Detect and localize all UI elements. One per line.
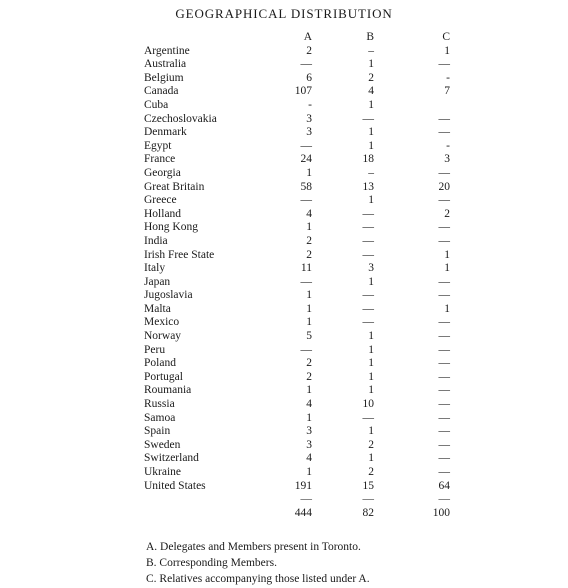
country-cell: India <box>144 234 168 247</box>
value-c-cell: — <box>438 221 450 234</box>
value-a-cell: - <box>308 98 312 111</box>
table-body <box>140 45 460 494</box>
value-b-cell: — <box>362 411 374 424</box>
value-a-cell: — <box>300 139 312 152</box>
value-b-cell: 1 <box>368 384 374 397</box>
value-b-cell: 2 <box>368 466 374 478</box>
value-c-cell: — <box>438 357 450 370</box>
note-b: B. Corresponding Members. <box>146 557 277 569</box>
value-b-cell: 4 <box>368 85 374 98</box>
value-c-cell: — <box>438 398 450 411</box>
value-a-cell: 1 <box>306 466 312 478</box>
value-a-cell: 3 <box>306 126 312 139</box>
value-c-cell: — <box>438 343 450 356</box>
value-c-cell: 64 <box>438 479 450 492</box>
value-b-cell: 1 <box>368 98 374 111</box>
country-cell: Holland <box>144 207 182 220</box>
value-c-cell: — <box>438 234 450 247</box>
value-c-cell: 1 <box>444 302 450 315</box>
country-cell: Switzerland <box>144 452 199 465</box>
country-cell: Greece <box>144 194 177 207</box>
value-c-cell: — <box>438 194 450 207</box>
page-title: GEOGRAPHICAL DISTRIBUTION <box>175 6 393 21</box>
value-a-cell: 1 <box>306 411 312 424</box>
country-cell: Norway <box>144 330 182 343</box>
value-b-cell: – <box>368 166 374 179</box>
value-b-cell: 1 <box>368 126 374 139</box>
column-header-c: C <box>442 31 450 43</box>
total-a: 444 <box>294 507 312 520</box>
totals-row <box>140 505 460 521</box>
value-c-cell: 1 <box>444 248 450 261</box>
table-row <box>140 99 460 113</box>
rule-c: — <box>438 493 450 506</box>
table-row <box>140 466 460 480</box>
value-a-cell: 5 <box>306 330 312 343</box>
table-row <box>140 113 460 127</box>
value-c-cell: — <box>438 166 450 179</box>
table-row <box>140 371 460 385</box>
value-c-cell: 7 <box>444 85 450 98</box>
table-row <box>140 221 460 235</box>
country-cell: Argentine <box>144 44 190 57</box>
value-c-cell: — <box>438 289 450 302</box>
value-b-cell: — <box>362 248 374 261</box>
table-row <box>140 249 460 263</box>
value-b-cell: — <box>362 221 374 234</box>
value-a-cell: 2 <box>306 370 312 383</box>
value-c-cell: — <box>438 466 450 478</box>
country-cell: Cuba <box>144 98 169 111</box>
table-row <box>140 425 460 439</box>
table-row <box>140 412 460 426</box>
country-cell: Japan <box>144 275 171 288</box>
value-c-cell: — <box>438 425 450 438</box>
country-cell: Irish Free State <box>144 248 215 261</box>
country-cell: Australia <box>144 58 187 71</box>
value-a-cell: 1 <box>306 302 312 315</box>
total-rule-row <box>140 493 460 505</box>
table-row <box>140 126 460 140</box>
country-cell: Ukraine <box>144 466 182 478</box>
value-a-cell: — <box>300 343 312 356</box>
value-a-cell: 4 <box>306 207 312 220</box>
value-a-cell: 11 <box>300 262 312 275</box>
country-cell: Roumania <box>144 384 192 397</box>
table-row <box>140 316 460 330</box>
country-cell: Denmark <box>144 126 187 139</box>
value-a-cell: 3 <box>306 425 312 438</box>
value-a-cell: 58 <box>300 180 312 193</box>
total-c: 100 <box>432 507 450 520</box>
table-row <box>140 208 460 222</box>
table-row <box>140 384 460 398</box>
value-b-cell: 18 <box>362 153 374 166</box>
value-c-cell: — <box>438 316 450 329</box>
value-a-cell: — <box>300 194 312 207</box>
value-a-cell: 3 <box>306 112 312 125</box>
value-b-cell: — <box>362 112 374 125</box>
value-a-cell: 24 <box>300 153 312 166</box>
value-c-cell: 1 <box>444 44 450 57</box>
value-b-cell: — <box>362 234 374 247</box>
value-c-cell: — <box>438 112 450 125</box>
table-row <box>140 289 460 303</box>
value-a-cell: 1 <box>306 289 312 302</box>
table-row <box>140 303 460 317</box>
column-header-country <box>140 31 272 45</box>
value-b-cell: 1 <box>368 452 374 465</box>
value-b-cell: — <box>362 207 374 220</box>
rule-a: — <box>300 493 312 506</box>
table-header-row <box>140 31 460 45</box>
value-b-cell: 13 <box>362 180 374 193</box>
value-c-cell: — <box>438 411 450 424</box>
value-b-cell: 1 <box>368 139 374 152</box>
value-c-cell: — <box>438 384 450 397</box>
country-cell: Peru <box>144 343 166 356</box>
value-b-cell: 1 <box>368 425 374 438</box>
note-a: A. Delegates and Members present in Toronto. <box>146 541 361 553</box>
country-cell: Egypt <box>144 139 172 152</box>
value-c-cell: — <box>438 452 450 465</box>
value-b-cell: 1 <box>368 370 374 383</box>
country-cell: Sweden <box>144 438 181 451</box>
value-a-cell: 4 <box>306 452 312 465</box>
country-cell: United States <box>144 479 206 492</box>
table-row <box>140 194 460 208</box>
value-c-cell: — <box>438 275 450 288</box>
value-b-cell: 1 <box>368 275 374 288</box>
table-row <box>140 45 460 59</box>
value-a-cell: 2 <box>306 248 312 261</box>
value-b-cell: 1 <box>368 343 374 356</box>
table-row <box>140 357 460 371</box>
value-c-cell: — <box>438 126 450 139</box>
rule-b: — <box>362 493 374 506</box>
table-row <box>140 235 460 249</box>
table-row <box>140 153 460 167</box>
country-cell: Jugoslavia <box>144 289 193 302</box>
table-row <box>140 398 460 412</box>
country-cell: Canada <box>144 85 179 98</box>
value-b-cell: — <box>362 316 374 329</box>
value-b-cell: – <box>368 44 374 57</box>
value-a-cell: 2 <box>306 234 312 247</box>
value-a-cell: — <box>300 275 312 288</box>
table-row <box>140 330 460 344</box>
legend-notes <box>146 539 370 587</box>
value-a-cell: 1 <box>306 221 312 234</box>
value-a-cell: 1 <box>306 316 312 329</box>
value-a-cell: 2 <box>306 357 312 370</box>
column-header-b: B <box>366 31 374 43</box>
value-a-cell: 4 <box>306 398 312 411</box>
country-cell: Czechoslovakia <box>144 112 217 125</box>
table-row <box>140 262 460 276</box>
table-row <box>140 72 460 86</box>
country-cell: Georgia <box>144 166 181 179</box>
country-cell: Malta <box>144 302 171 315</box>
value-c-cell: — <box>438 330 450 343</box>
country-cell: Hong Kong <box>144 221 198 234</box>
value-b-cell: 10 <box>362 398 374 411</box>
table-row <box>140 181 460 195</box>
value-a-cell: 6 <box>306 71 312 84</box>
table-row <box>140 58 460 72</box>
table-row <box>140 276 460 290</box>
value-c-cell: — <box>438 370 450 383</box>
value-b-cell: — <box>362 302 374 315</box>
country-cell: Russia <box>144 398 175 411</box>
value-b-cell: 1 <box>368 58 374 71</box>
value-b-cell: 2 <box>368 438 374 451</box>
value-c-cell <box>390 99 460 113</box>
table-row <box>140 344 460 358</box>
table-row <box>140 439 460 453</box>
value-a-cell: 1 <box>306 384 312 397</box>
table-row <box>140 167 460 181</box>
country-cell: Samoa <box>144 411 176 424</box>
column-header-a: A <box>303 31 312 43</box>
country-cell: Spain <box>144 425 171 438</box>
table-row <box>140 452 460 466</box>
value-b-cell: 2 <box>368 71 374 84</box>
value-b-cell: 15 <box>362 479 374 492</box>
value-a-cell: 3 <box>306 438 312 451</box>
table-row <box>140 480 460 494</box>
value-b-cell: 1 <box>368 330 374 343</box>
value-c-cell: - <box>446 139 450 152</box>
value-b-cell: 3 <box>368 262 374 275</box>
value-a-cell: — <box>300 58 312 71</box>
country-cell: Portugal <box>144 370 183 383</box>
country-cell: Poland <box>144 357 176 370</box>
value-a-cell: 1 <box>306 166 312 179</box>
value-a-cell: 2 <box>306 44 312 57</box>
country-cell: Belgium <box>144 71 184 84</box>
value-c-cell: 3 <box>444 153 450 166</box>
value-a-cell: 107 <box>294 85 312 98</box>
value-c-cell: — <box>438 438 450 451</box>
value-b-cell: 1 <box>368 357 374 370</box>
value-b-cell: — <box>362 289 374 302</box>
country-cell: Mexico <box>144 316 180 329</box>
value-c-cell: — <box>438 58 450 71</box>
country-cell: Great Britain <box>144 180 205 193</box>
value-c-cell: 2 <box>444 207 450 220</box>
value-c-cell: 1 <box>444 262 450 275</box>
table-row <box>140 85 460 99</box>
value-c-cell: - <box>446 71 450 84</box>
total-b: 82 <box>362 507 374 520</box>
value-b-cell: 1 <box>368 194 374 207</box>
value-c-cell: 20 <box>438 180 450 193</box>
distribution-table <box>140 31 460 521</box>
value-a-cell: 191 <box>294 479 312 492</box>
table-row <box>140 140 460 154</box>
note-c: C. Relatives accompanying those listed under A. <box>146 573 370 585</box>
country-cell: Italy <box>144 262 166 275</box>
country-cell: France <box>144 153 176 166</box>
